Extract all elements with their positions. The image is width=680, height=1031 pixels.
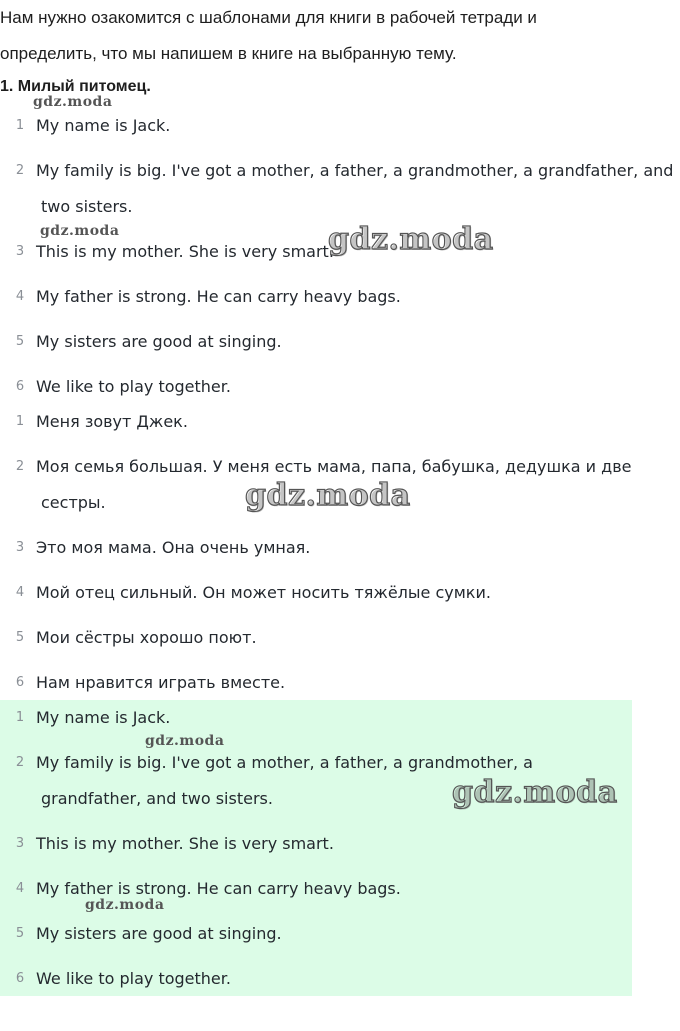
line-text-continued: сестры. <box>41 493 106 512</box>
watermark-logo: gdz.moda <box>245 478 411 513</box>
list-item <box>0 871 680 916</box>
line-number: 6 <box>15 675 25 690</box>
line-number: 4 <box>15 585 25 600</box>
intro-line-2: определить, что мы напишем в книге на выбранную тему. <box>0 44 457 63</box>
list-item <box>0 745 680 826</box>
line-text-main: My family is big. I've got a mother, a father, a grandmother, a <box>36 753 533 772</box>
line-text: Мой отец сильный. Он может носить тяжёлые сумки. <box>36 583 491 602</box>
line-text: We like to play together. <box>36 377 231 396</box>
list-item <box>0 449 680 530</box>
list-item <box>0 369 680 404</box>
line-text: Мои сёстры хорошо поют. <box>36 628 257 647</box>
list-item <box>0 665 680 700</box>
line-text-continued: two sisters. <box>41 197 133 216</box>
list-item <box>0 826 680 871</box>
line-text: My sisters are good at singing. <box>36 332 282 351</box>
line-number: 2 <box>15 755 25 770</box>
line-number: 6 <box>15 971 25 986</box>
line-number: 1 <box>15 710 25 725</box>
line-text: Нам нравится играть вместе. <box>36 673 286 692</box>
line-text <box>36 745 533 817</box>
watermark-logo: gdz.moda <box>33 94 113 110</box>
watermark-logo: gdz.moda <box>328 222 494 257</box>
list-item <box>0 404 680 449</box>
line-number: 1 <box>15 414 25 429</box>
line-number: 2 <box>15 459 25 474</box>
line-text-main: Моя семья большая. У меня есть мама, папа, бабушка, дедушка и две <box>36 457 632 476</box>
line-text-main: My family is big. I've got a mother, a father, a grandmother, a grandfather, and <box>36 161 674 180</box>
line-number: 6 <box>15 379 25 394</box>
section-heading: 1. Милый питомец. <box>0 78 151 95</box>
line-text: We like to play together. <box>36 969 231 988</box>
line-text-continued: grandfather, and two sisters. <box>41 789 273 808</box>
line-number: 3 <box>15 540 25 555</box>
line-text: This is my mother. She is very smart. <box>36 834 334 853</box>
line-number: 4 <box>15 289 25 304</box>
line-number: 3 <box>15 836 25 851</box>
line-text: Это моя мама. Она очень умная. <box>36 538 311 557</box>
line-number: 5 <box>15 926 25 941</box>
list-item <box>0 700 680 745</box>
line-number: 5 <box>15 630 25 645</box>
list-item <box>0 153 680 234</box>
green-list <box>0 700 680 996</box>
watermark-logo: gdz.moda <box>85 897 165 913</box>
list-item <box>0 620 680 665</box>
list-item <box>0 234 680 279</box>
list-item <box>0 108 680 153</box>
line-text: My name is Jack. <box>36 116 171 135</box>
line-text <box>36 153 673 225</box>
line-number: 5 <box>15 334 25 349</box>
list-item <box>0 916 680 961</box>
line-number: 3 <box>15 244 25 259</box>
line-text: My sisters are good at singing. <box>36 924 282 943</box>
watermark-logo: gdz.moda <box>40 223 120 239</box>
line-text: Меня зовут Джек. <box>36 412 188 431</box>
line-number: 4 <box>15 881 25 896</box>
line-text: My father is strong. He can carry heavy bags. <box>36 879 401 898</box>
list-item <box>0 324 680 369</box>
line-text: This is my mother. She is very smart. <box>36 242 334 261</box>
line-text <box>36 449 631 521</box>
list-item <box>0 530 680 575</box>
line-number: 2 <box>15 163 25 178</box>
list-item <box>0 961 680 996</box>
list-item <box>0 279 680 324</box>
list-item <box>0 575 680 620</box>
intro-line-1: Нам нужно озакомится с шаблонами для книги в рабочей тетради и <box>0 8 537 27</box>
russian-list <box>0 404 680 700</box>
english-list <box>0 108 680 404</box>
line-text: My father is strong. He can carry heavy bags. <box>36 287 401 306</box>
intro-text <box>0 0 670 72</box>
line-text: My name is Jack. <box>36 708 171 727</box>
line-number: 1 <box>15 118 25 133</box>
watermark-logo: gdz.moda <box>145 733 225 749</box>
